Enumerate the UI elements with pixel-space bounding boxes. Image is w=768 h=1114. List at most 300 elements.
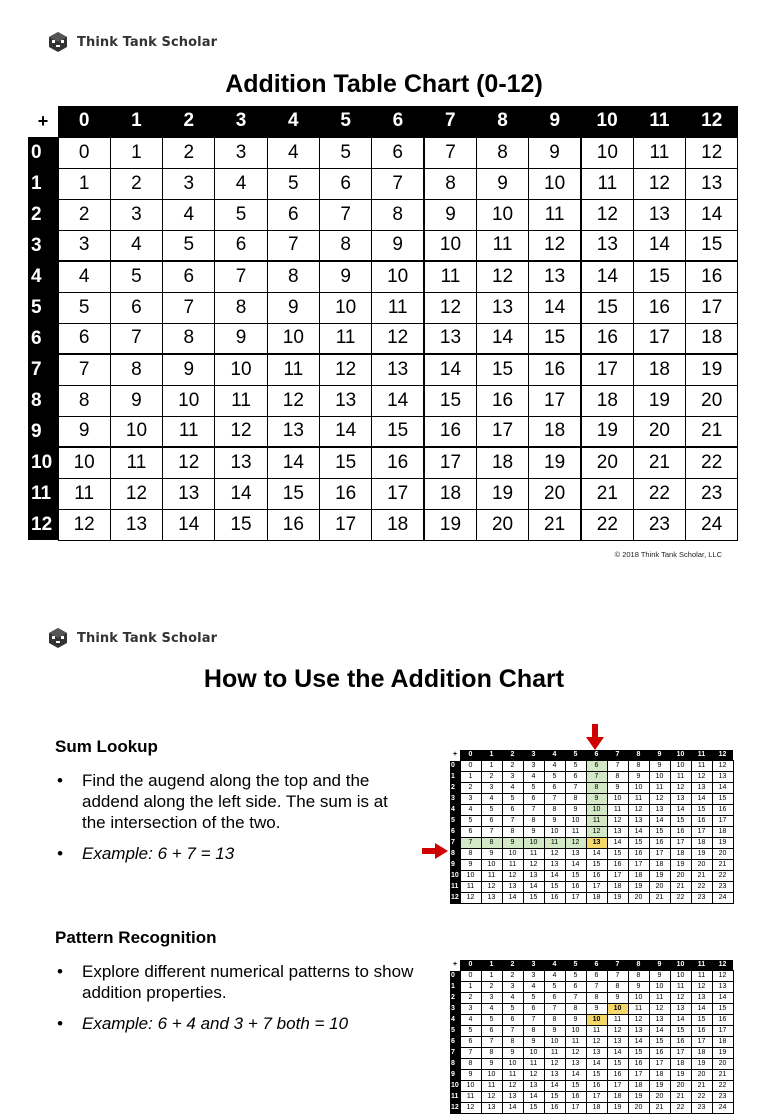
sum-cell: 5 [460,816,481,827]
sum-cell: 12 [670,993,691,1004]
sum-cell: 7 [215,261,267,292]
row-header: 8 [28,385,58,416]
sum-cell: 9 [544,1026,565,1037]
sum-cell: 17 [686,292,738,323]
sum-cell: 18 [649,860,670,871]
sum-cell: 11 [476,230,528,261]
column-header: 5 [319,106,371,137]
sum-cell: 2 [502,971,523,982]
table-row [450,1048,733,1059]
table-row [450,871,733,882]
sum-cell: 9 [502,838,523,849]
sum-cell: 8 [163,323,215,354]
sum-cell: 11 [607,805,628,816]
sum-cell: 6 [110,292,162,323]
sum-cell: 13 [628,816,649,827]
sum-cell: 14 [686,199,738,230]
column-header: 3 [523,960,544,971]
sum-cell: 11 [481,871,502,882]
sum-cell: 4 [502,783,523,794]
sum-cell: 17 [372,478,424,509]
sum-cell: 5 [502,794,523,805]
bullet-instruction: • Find the augend along the top and the addend along the left side. The sum is at the intersection of the two. [55,770,415,833]
sum-cell: 15 [712,1004,733,1015]
sum-cell: 20 [628,1103,649,1114]
sum-cell: 16 [372,447,424,478]
column-header: 3 [523,750,544,761]
table-row [450,761,733,772]
sum-cell: 9 [58,416,110,447]
sum-cell: 16 [267,509,319,540]
column-header: 1 [110,106,162,137]
sum-cell: 4 [502,993,523,1004]
column-header: 7 [607,960,628,971]
sum-cell: 19 [628,1092,649,1103]
sum-cell: 13 [586,1048,607,1059]
plus-sign: + [28,106,58,137]
sum-cell: 15 [628,838,649,849]
sum-cell: 16 [691,1026,712,1037]
sum-cell: 18 [628,871,649,882]
row-header: 4 [450,805,460,816]
bullet-example: • Example: 6 + 7 = 13 [55,843,415,864]
sum-cell: 8 [372,199,424,230]
sum-cell: 21 [686,416,738,447]
column-header: 6 [372,106,424,137]
how-to-title: How to Use the Addition Chart [203,665,565,693]
sum-cell: 2 [110,168,162,199]
sum-cell: 5 [544,772,565,783]
sum-cell: 9 [163,354,215,385]
sum-cell: 12 [607,1026,628,1037]
sum-cell: 13 [523,1081,544,1092]
sum-cell: 16 [649,1048,670,1059]
sum-cell: 17 [712,816,733,827]
sum-cell: 12 [686,137,738,168]
sum-cell: 4 [267,137,319,168]
sum-cell: 14 [476,323,528,354]
sum-cell: 22 [691,882,712,893]
sum-cell: 0 [460,761,481,772]
sum-cell: 14 [628,1037,649,1048]
sum-cell: 21 [633,447,685,478]
row-header: 1 [450,772,460,783]
sum-cell: 18 [712,1037,733,1048]
sum-cell: 15 [581,292,633,323]
sum-cell: 8 [58,385,110,416]
sum-cell: 10 [502,1059,523,1070]
sum-cell: 22 [633,478,685,509]
sum-cell: 6 [58,323,110,354]
sum-cell: 17 [586,882,607,893]
column-header: 1 [481,750,502,761]
sum-cell: 11 [565,1037,586,1048]
sum-cell: 17 [670,1048,691,1059]
sum-cell: 16 [633,292,685,323]
sum-cell: 5 [215,199,267,230]
sum-cell: 12 [581,199,633,230]
sum-cell: 21 [712,1070,733,1081]
sum-cell: 21 [691,871,712,882]
sum-cell: 9 [523,827,544,838]
header-row [450,960,733,971]
sum-cell: 14 [372,385,424,416]
sum-cell: 16 [628,1059,649,1070]
row-header: 9 [450,1070,460,1081]
row-header: 10 [450,1081,460,1092]
sum-cell: 11 [649,993,670,1004]
sum-cell: 17 [712,1026,733,1037]
row-header: 10 [450,871,460,882]
table-row [28,354,738,385]
sum-cell: 19 [628,882,649,893]
sum-cell: 16 [319,478,371,509]
sum-cell: 9 [215,323,267,354]
sum-cell: 15 [649,1037,670,1048]
sum-cell: 14 [424,354,476,385]
sum-cell: 21 [712,860,733,871]
table-row [28,385,738,416]
sum-cell: 15 [607,849,628,860]
sum-cell: 14 [544,871,565,882]
sum-cell: 5 [481,1015,502,1026]
sum-cell: 7 [607,971,628,982]
sum-cell: 16 [607,1070,628,1081]
table-row [450,1059,733,1070]
sum-cell: 3 [481,783,502,794]
column-header: 4 [544,960,565,971]
table-row [28,509,738,540]
sum-cell: 13 [481,893,502,904]
sum-cell: 13 [565,1059,586,1070]
sum-cell: 18 [686,323,738,354]
row-header: 8 [450,849,460,860]
sum-cell: 14 [586,1059,607,1070]
sum-cell: 13 [476,292,528,323]
sum-cell: 11 [565,827,586,838]
sum-cell: 13 [607,1037,628,1048]
sum-cell: 10 [628,993,649,1004]
column-header: 11 [633,106,685,137]
sum-cell: 4 [215,168,267,199]
sum-cell: 19 [712,1048,733,1059]
sum-cell: 15 [686,230,738,261]
sum-cell: 7 [460,1048,481,1059]
sum-cell: 23 [633,509,685,540]
sum-cell: 20 [670,1081,691,1092]
column-header: 8 [628,960,649,971]
sum-cell: 12 [649,1004,670,1015]
sum-cell: 10 [586,805,607,816]
sum-cell: 9 [607,993,628,1004]
sum-cell: 20 [628,893,649,904]
sum-cell: 8 [476,137,528,168]
sum-cell: 10 [372,261,424,292]
sum-cell: 9 [628,772,649,783]
sum-cell: 11 [215,385,267,416]
sum-cell: 14 [633,230,685,261]
sum-cell: 15 [319,447,371,478]
sum-cell: 24 [686,509,738,540]
sum-cell: 14 [581,261,633,292]
sum-cell: 4 [460,805,481,816]
sum-cell: 15 [267,478,319,509]
sum-cell: 14 [649,816,670,827]
sum-cell: 9 [481,849,502,860]
sum-cell: 20 [633,416,685,447]
sum-cell: 15 [424,385,476,416]
sum-cell: 13 [649,805,670,816]
sum-cell: 12 [607,816,628,827]
sum-cell: 17 [628,1070,649,1081]
sum-cell: 13 [215,447,267,478]
sum-cell: 4 [163,199,215,230]
sum-cell: 6 [215,230,267,261]
sum-cell: 13 [586,838,607,849]
sum-cell: 15 [633,261,685,292]
sum-cell: 7 [372,168,424,199]
sum-cell: 15 [607,1059,628,1070]
sum-cell: 9 [460,1070,481,1081]
sum-cell: 11 [523,1059,544,1070]
sum-cell: 8 [110,354,162,385]
table-row [450,993,733,1004]
row-header: 11 [450,882,460,893]
column-header: 1 [481,960,502,971]
table-row [450,1026,733,1037]
sum-cell: 7 [163,292,215,323]
sum-cell: 8 [319,230,371,261]
bullet-instruction: • Explore different numerical patterns to show addition properties. [55,961,415,1003]
row-header: 4 [450,1015,460,1026]
sum-cell: 9 [319,261,371,292]
row-header: 0 [28,137,58,168]
sum-cell: 22 [712,1081,733,1092]
sum-cell: 8 [586,783,607,794]
row-header: 5 [450,816,460,827]
sum-cell: 16 [649,838,670,849]
table-row [450,882,733,893]
sum-cell: 19 [633,385,685,416]
sum-cell: 12 [502,871,523,882]
sum-cell: 11 [163,416,215,447]
sum-cell: 16 [628,849,649,860]
sum-cell: 10 [670,971,691,982]
sum-cell: 5 [460,1026,481,1037]
table-row [450,838,733,849]
sum-cell: 10 [476,199,528,230]
sum-cell: 8 [523,816,544,827]
column-header: 3 [215,106,267,137]
sum-cell: 15 [670,816,691,827]
sum-cell: 6 [565,772,586,783]
sum-cell: 10 [565,816,586,827]
sum-cell: 13 [544,1070,565,1081]
sum-cell: 16 [565,1092,586,1103]
sum-cell: 11 [58,478,110,509]
sum-cell: 17 [424,447,476,478]
sum-cell: 8 [460,1059,481,1070]
table-row [450,971,733,982]
sum-cell: 8 [607,982,628,993]
sum-cell: 8 [215,292,267,323]
sum-cell: 11 [460,882,481,893]
sum-cell: 20 [581,447,633,478]
sum-cell: 16 [670,1037,691,1048]
sum-cell: 12 [529,230,581,261]
sum-cell: 11 [502,1070,523,1081]
column-header: 2 [502,750,523,761]
sum-cell: 10 [460,871,481,882]
sum-cell: 16 [565,882,586,893]
sum-cell: 19 [581,416,633,447]
sum-cell: 14 [586,849,607,860]
column-header: 6 [586,960,607,971]
column-header: 6 [586,750,607,761]
sum-cell: 18 [476,447,528,478]
sum-cell: 11 [691,971,712,982]
sum-cell: 14 [502,1103,523,1114]
sum-cell: 15 [670,1026,691,1037]
sum-cell: 13 [502,1092,523,1103]
sum-cell: 8 [628,971,649,982]
sum-cell: 2 [58,199,110,230]
sum-cell: 14 [628,827,649,838]
sum-cell: 11 [267,354,319,385]
sum-cell: 10 [267,323,319,354]
section-heading-pattern-recognition: Pattern Recognition [55,928,217,947]
sum-cell: 16 [581,323,633,354]
sum-cell: 14 [670,1015,691,1026]
sum-cell: 15 [649,827,670,838]
sum-cell: 19 [691,1059,712,1070]
sum-cell: 15 [529,323,581,354]
sum-cell: 8 [481,1048,502,1059]
sum-cell: 12 [424,292,476,323]
page-title: Addition Table Chart (0-12) [225,70,543,98]
sum-cell: 4 [58,261,110,292]
sum-cell: 2 [481,982,502,993]
sum-cell: 12 [372,323,424,354]
sum-cell: 10 [319,292,371,323]
sum-cell: 11 [581,168,633,199]
sum-cell: 11 [670,772,691,783]
sum-cell: 15 [215,509,267,540]
sum-cell: 13 [163,478,215,509]
table-row [450,1037,733,1048]
sum-cell: 7 [267,230,319,261]
sum-cell: 13 [670,1004,691,1015]
sum-cell: 14 [523,882,544,893]
sum-cell: 16 [712,805,733,816]
sum-cell: 18 [424,478,476,509]
sum-cell: 8 [267,261,319,292]
sum-cell: 11 [607,1015,628,1026]
sum-cell: 10 [586,1015,607,1026]
sum-cell: 13 [691,993,712,1004]
sum-cell: 6 [460,1037,481,1048]
sum-cell: 10 [544,1037,565,1048]
sum-cell: 5 [163,230,215,261]
column-header: 9 [529,106,581,137]
sum-cell: 14 [607,1048,628,1059]
sum-cell: 13 [319,385,371,416]
sum-cell: 21 [670,1092,691,1103]
sum-cell: 14 [565,860,586,871]
sum-cell: 7 [607,761,628,772]
table-row [28,199,738,230]
sum-cell: 8 [502,1037,523,1048]
sum-cell: 12 [319,354,371,385]
sum-cell: 19 [607,893,628,904]
row-header: 5 [28,292,58,323]
sum-cell: 12 [565,1048,586,1059]
sum-cell: 22 [712,871,733,882]
sum-cell: 9 [424,199,476,230]
sum-cell: 13 [712,772,733,783]
sum-cell: 12 [481,1092,502,1103]
sum-cell: 18 [372,509,424,540]
sum-cell: 14 [712,993,733,1004]
sum-cell: 9 [460,860,481,871]
mini-table-pattern [450,960,734,1114]
sum-cell: 13 [686,168,738,199]
row-header: 6 [450,827,460,838]
sum-cell: 16 [607,860,628,871]
sum-cell: 1 [481,761,502,772]
sum-cell: 13 [565,849,586,860]
sum-cell: 20 [476,509,528,540]
sum-cell: 10 [544,827,565,838]
sum-cell: 17 [633,323,685,354]
sum-cell: 3 [502,982,523,993]
table-row [28,323,738,354]
brand-header-top [47,31,217,53]
row-header: 9 [450,860,460,871]
sum-cell: 18 [586,893,607,904]
row-header: 3 [450,1004,460,1015]
sum-cell: 11 [372,292,424,323]
sum-cell: 6 [586,761,607,772]
sum-cell: 23 [712,882,733,893]
sum-cell: 0 [460,971,481,982]
sum-cell: 14 [691,794,712,805]
sum-cell: 11 [649,783,670,794]
sum-cell: 11 [110,447,162,478]
row-header: 6 [450,1037,460,1048]
row-header: 11 [28,478,58,509]
sum-cell: 21 [691,1081,712,1092]
table-row [450,827,733,838]
sum-cell: 15 [523,1103,544,1114]
sum-cell: 17 [581,354,633,385]
sum-cell: 10 [460,1081,481,1092]
table-row [450,783,733,794]
sum-cell: 10 [670,761,691,772]
sum-cell: 17 [565,893,586,904]
sum-cell: 7 [481,827,502,838]
sum-cell: 14 [712,783,733,794]
sum-cell: 9 [372,230,424,261]
sum-cell: 11 [481,1081,502,1092]
sum-cell: 1 [460,982,481,993]
row-header: 7 [28,354,58,385]
sum-cell: 12 [481,882,502,893]
sum-cell: 6 [481,1026,502,1037]
sum-cell: 6 [523,1004,544,1015]
column-header: 11 [691,750,712,761]
sum-cell: 14 [502,893,523,904]
